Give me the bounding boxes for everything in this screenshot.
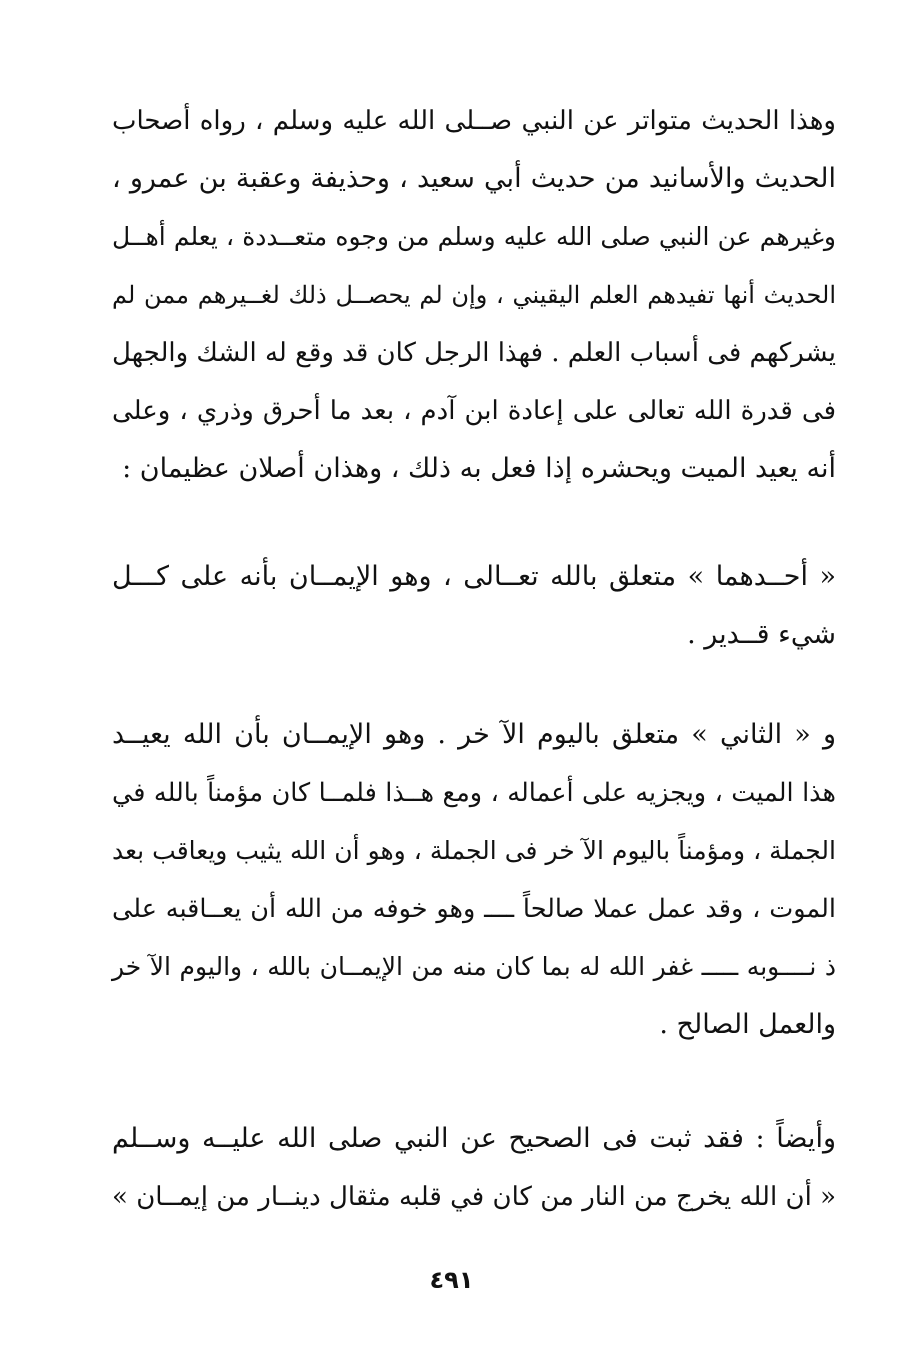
text-line: شيء قــدير . xyxy=(687,619,836,650)
text-line: الجملة ، ومؤمناً باليوم الآ خر فى الجملة ، وهو أن الله يثيب ويعاقب بعد xyxy=(112,836,836,865)
text-line: فى قدرة الله تعالى على إعادة ابن آدم ، بعد ما أحرق وذري ، وعلى xyxy=(112,396,836,426)
text-line: والعمل الصالح . xyxy=(659,1009,836,1040)
text-line: الحديث أنها تفيدهم العلم اليقيني ، وإن لم يحصــل ذلك لغــيرهم ممن لم xyxy=(112,281,836,309)
text-line: يشركهم فى أسباب العلم . فهذا الرجل كان قد وقع له الشك والجهل xyxy=(112,338,836,368)
text-line: ذ نــــوبه ـــــ غفر الله له بما كان منه من الإيمــان بالله ، واليوم الآ خر xyxy=(112,952,836,981)
text-line: « أن الله يخرج من النار من كان في قلبه مثقال دينــار من إيمــان » xyxy=(112,1182,836,1212)
paragraph-4 xyxy=(112,1110,836,1226)
page-number: ٤٩١ xyxy=(429,1266,474,1294)
text-line: الحديث والأسانيد من حديث أبي سعيد ، وحذيفة وعقبة بن عمرو ، xyxy=(112,163,836,194)
paragraph-1 xyxy=(112,92,836,498)
text-line: « أحــدهما » متعلق بالله تعــالى ، وهو الإيمــان بأنه على كـــل xyxy=(112,561,836,592)
text-line: و « الثاني » متعلق باليوم الآ خر . وهو الإيمــان بأن الله يعيــد xyxy=(112,719,836,750)
text-line: الموت ، وقد عمل عملا صالحاً ــــ وهو خوفه من الله أن يعــاقبه على xyxy=(112,894,836,924)
paragraph-2 xyxy=(112,548,836,664)
text-line: وأيضاً : فقد ثبت فى الصحيح عن النبي صلى الله عليــه وســلم xyxy=(112,1123,836,1154)
text-line: أنه يعيد الميت ويحشره إذا فعل به ذلك ، وهذان أصلان عظيمان : xyxy=(122,453,836,484)
text-line: وغيرهم عن النبي صلى الله عليه وسلم من وجوه متعــددة ، يعلم أهــل xyxy=(112,222,836,251)
text-line: هذا الميت ، ويجزيه على أعماله ، ومع هــذا فلمــا كان مؤمناً بالله في xyxy=(112,778,836,808)
paragraph-3 xyxy=(112,706,836,1054)
text-line: وهذا الحديث متواتر عن النبي صــلى الله عليه وسلم ، رواه أصحاب xyxy=(112,106,836,136)
